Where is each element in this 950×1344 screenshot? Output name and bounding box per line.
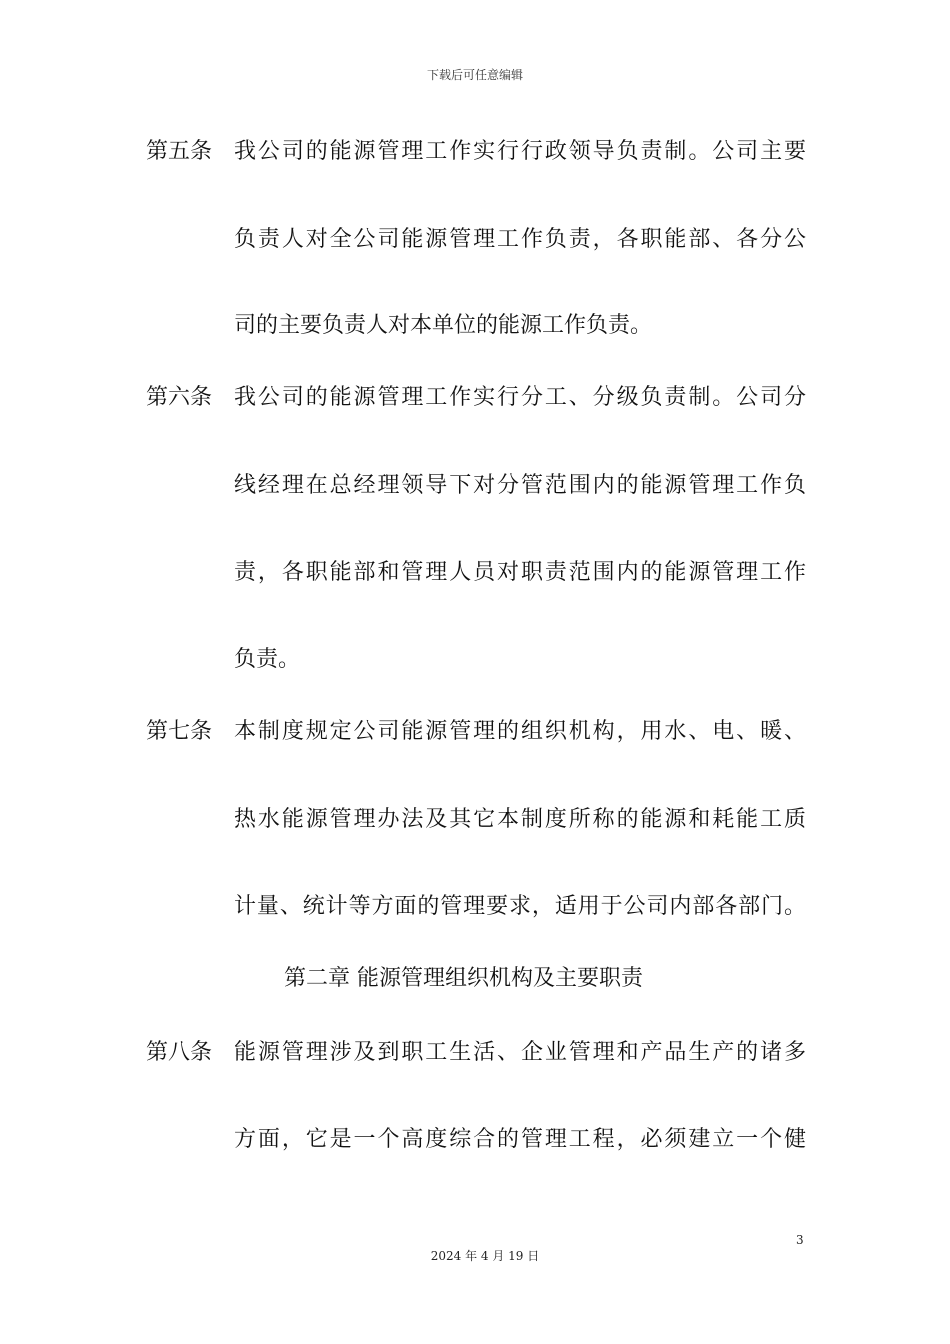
article-text-line: 责，各职能部和管理人员对职责范围内的能源管理工作 [234, 560, 806, 585]
article-label: 第六条 [146, 385, 213, 410]
article-label: 第七条 [146, 719, 213, 744]
article-text-line: 线经理在总经理领导下对分管范围内的能源管理工作负 [234, 473, 806, 498]
article-text-line: 方面，它是一个高度综合的管理工程，必须建立一个健 [234, 1127, 806, 1152]
article-text-line: 司的主要负责人对本单位的能源工作负责。 [234, 313, 653, 338]
article-text-line: 我公司的能源管理工作实行行政领导负责制。公司主要 [234, 139, 806, 164]
chapter-heading: 第二章 能源管理组织机构及主要职责 [284, 966, 643, 991]
page-header: 下载后可任意编辑 [426, 68, 523, 82]
article-text-line: 负责。 [234, 647, 301, 672]
article-text-line: 我公司的能源管理工作实行分工、分级负责制。公司分 [234, 385, 806, 410]
article-text-line: 计量、统计等方面的管理要求，适用于公司内部各部门。 [234, 894, 806, 919]
article-text-line: 本制度规定公司能源管理的组织机构，用水、电、暖、 [234, 719, 806, 744]
article-label: 第五条 [146, 139, 213, 164]
article-text-line: 能源管理涉及到职工生活、企业管理和产品生产的诸多 [234, 1040, 806, 1065]
footer-date: 2024 年 4 月 19 日 [430, 1249, 540, 1263]
article-text-line: 热水能源管理办法及其它本制度所称的能源和耗能工质 [234, 807, 806, 832]
article-label: 第八条 [146, 1040, 213, 1065]
page-number: 3 [796, 1233, 804, 1247]
article-text-line: 负责人对全公司能源管理工作负责，各职能部、各分公 [234, 227, 806, 252]
